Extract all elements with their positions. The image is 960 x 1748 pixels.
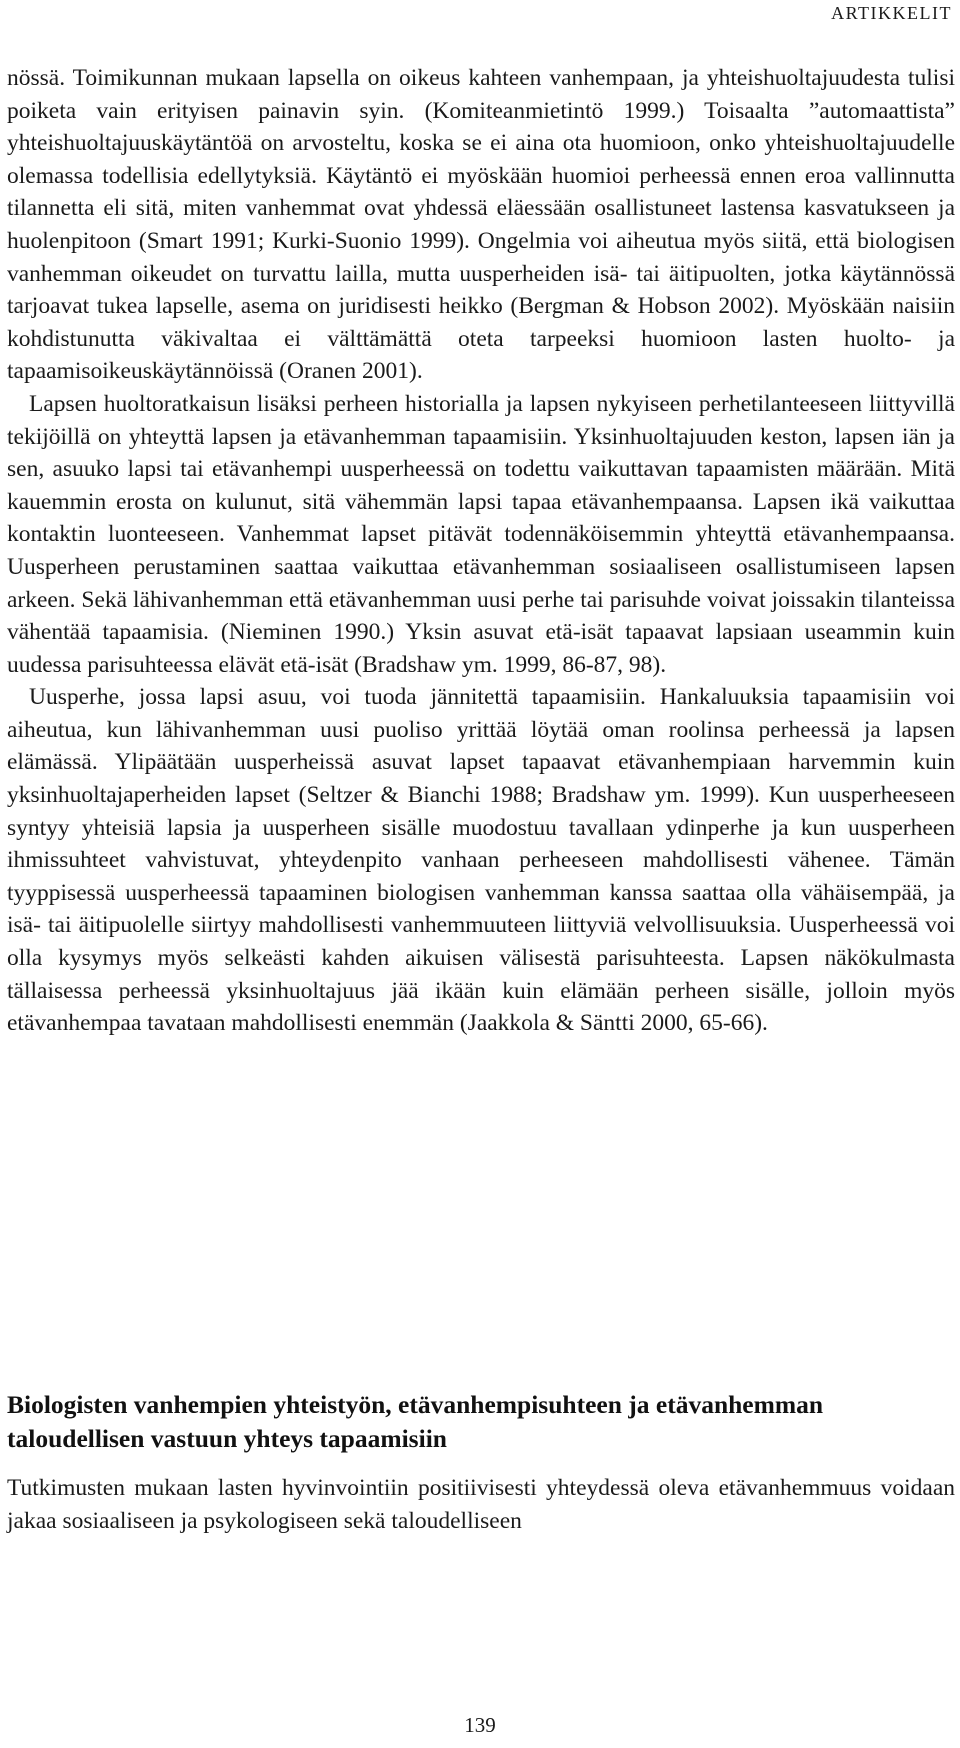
paragraph: Uusperhe, jossa lapsi asuu, voi tuoda jännitettä tapaamisiin. Hankaluuksia tapaamisiin voi aiheutua, kun lähivanhemman uusi puoliso yrittää löytää oman roolinsa perheessä ja lapsen elämässä. Ylipäätään uusperheissä asuvat lapset tapaavat etävanhempiaan harvemmin kuin yksinhuoltajaperheiden lapset (Seltzer & Bianchi 1988; Bradshaw ym. 1999). Kun uusperheeseen syntyy yhteisiä lapsia ja uusperheen sisälle muodostuu tavallaan ydinperhe ja kun uusperheen ihmissuhteet vahvistuvat, yhteydenpito vanhaan perheeseen mahdollisesti vähenee. Tämän tyyppisessä uusperheessä tapaaminen biologisen vanhemman kanssa saattaa olla vähäisempää, ja isä- tai äitipuolelle siirtyy mahdollisesti vanhemmuuteen liittyviä velvollisuuksia. Uusperheessä voi olla kysymys myös selkeästi kahden aikuisen välisestä parisuhteesta. Lapsen näkökulmasta tällaisessa perheessä yksinhuoltajuus jää ikään kuin elämään perheen sisälle, jolloin myös etävanhempaa tavataan mahdollisesti enemmän (Jaakkola & Säntti 2000, 65-66). [7, 684, 955, 1037]
page-number: 139 [464, 1713, 496, 1737]
paragraph: Tutkimusten mukaan lasten hyvinvointiin positiivisesti yhteydessä oleva etävanhemmuus voidaan jakaa sosiaaliseen ja psykologiseen sekä taloudelliseen [7, 1475, 955, 1534]
running-header: ARTIKKELIT [831, 3, 952, 23]
section-heading: Biologisten vanhempien yhteistyön, etävanhempisuhteen ja etävanhemman taloudellisen vastuun yhteys tapaamisiin [7, 1390, 824, 1453]
paragraph: Lapsen huoltoratkaisun lisäksi perheen historialla ja lapsen nykyiseen perhetilanteeseen liittyvillä tekijöillä on yhteyttä lapsen ja etävanhemman tapaamisiin. Yksinhuoltajuuden keston, lapsen iän ja sen, asuuko lapsi tai etävanhempi uusperheessä on todettu vaikuttavan tapaamisten määrään. Mitä kauemmin erosta on kulunut, sitä vähemmän lapsi tapaa etävanhempaansa. Lapsen ikä vaikuttaa kontaktin luonteeseen. Vanhemmat lapset pitävät todennäköisemmin yhteyttä etävanhempaansa. Uusperheen perustaminen saattaa vaikuttaa etävanhemman sosiaaliseen osallistumiseen lapsen arkeen. Sekä lähivanhemman että etävanhemman uusi perhe tai parisuhde voivat joissakin tilanteissa vähentää tapaamisia. (Nieminen 1990.) Yksin asuvat etä-isät tapaavat lapsiaan useammin kuin uudessa parisuhteessa elävät etä-isät (Bradshaw ym. 1999, 86-87, 98). [7, 390, 955, 678]
paragraph: nössä. Toimikunnan mukaan lapsella on oikeus kahteen vanhempaan, ja yhteishuoltajuudesta tulisi poiketa vain erityisen painavin syin. (Komiteanmietintö 1999.) Toisaalta ”automaattista” yhteishuoltajuuskäytäntöä on arvosteltu, koska se ei aina ota huomioon, onko yhteishuoltajuudelle olemassa todellisia edellytyksiä. Käytäntö ei myöskään huomioi perheessä ennen eroa vallinnutta tilannetta eli sitä, miten vanhemmat ovat yhdessä eläessään osallistuneet lastensa kasvatukseen ja huolenpitoon (Smart 1991; Kurki-Suonio 1999). Ongelmia voi aiheutua myös siitä, että biologisen vanhemman oikeudet on turvattu lailla, mutta uusperheiden isä- tai äitipuolten, jotka käytännössä tarjoavat tukea lapselle, asema on juridisesti heikko (Bergman & Hobson 2002). Myöskään naisiin kohdistunutta väkivaltaa ei välttämättä oteta tarpeeksi huomioon lasten huolto- ja tapaamisoikeuskäytännöissä (Oranen 2001). [7, 65, 955, 385]
article-body [7, 62, 955, 1040]
